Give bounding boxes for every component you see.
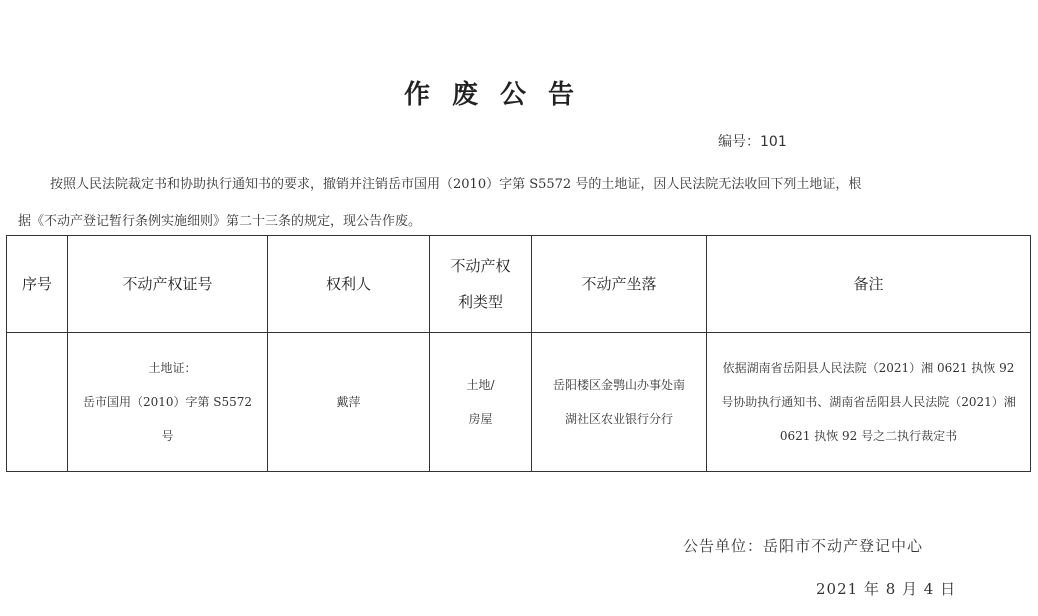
cell-remarks	[707, 333, 1031, 472]
page-title: 作废公告	[403, 80, 596, 110]
location-line-2: 湖社区农业银行分行	[564, 412, 673, 426]
header-owner: 权利人	[268, 236, 430, 333]
issuing-unit: 公告单位：岳阳市不动产登记中心	[683, 537, 924, 555]
cert-number-line-2: 号	[161, 429, 174, 443]
cert-label: 土地证：	[148, 361, 197, 375]
notice-paragraph-line-1: 按照人民法院裁定书和协助执行通知书的要求，撤销并注销岳市国用（2010）字第 S5572 号的土地证，因人民法院无法收回下列土地证，根	[50, 177, 862, 192]
header-remarks: 备注	[707, 236, 1031, 333]
remarks-line-1: 依据湖南省岳阳县人民法院（2021）湘 0621 执恢 92	[722, 361, 1015, 375]
header-cert-no: 不动产权证号	[68, 236, 268, 333]
cell-owner: 戴萍	[268, 333, 430, 472]
remarks-line-2: 号协助执行通知书、湖南省岳阳县人民法院（2021）湘	[721, 395, 1016, 409]
location-line-1: 岳阳楼区金鹗山办事处南	[552, 378, 685, 392]
header-right-type-line-2: 利类型	[457, 293, 503, 311]
right-type-line-2: 房屋	[468, 412, 493, 426]
issue-date: 2021 年 8 月 4 日	[816, 580, 957, 598]
table-header-row	[7, 236, 1031, 333]
header-location: 不动产坐落	[532, 236, 707, 333]
cell-seq	[7, 333, 68, 472]
cell-cert-no	[68, 333, 268, 472]
notice-paragraph-line-2: 据《不动产登记暂行条例实施细则》第二十三条的规定，现公告作废。	[18, 214, 422, 229]
records-table	[6, 235, 1031, 472]
header-right-type-line-1: 不动产权	[450, 257, 511, 275]
table-row	[7, 333, 1031, 472]
remarks-line-3: 0621 执恢 92 号之二执行裁定书	[779, 429, 958, 443]
document-number: 编号：101	[718, 134, 787, 150]
right-type-line-1: 土地/	[466, 378, 495, 392]
header-right-type	[430, 236, 532, 333]
cell-right-type	[430, 333, 532, 472]
header-seq: 序号	[7, 236, 68, 333]
cell-location	[532, 333, 707, 472]
cert-number-line-1: 岳市国用（2010）字第 S5572	[82, 395, 253, 409]
